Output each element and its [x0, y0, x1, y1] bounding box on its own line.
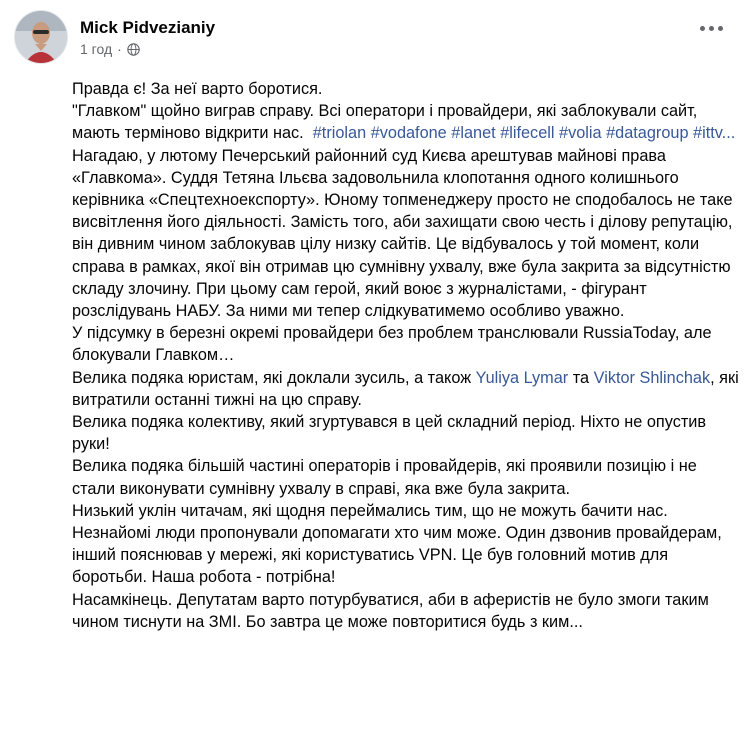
author-avatar[interactable]: [14, 10, 68, 64]
post-paragraph: Велика подяка юристам, які доклали зусиль, а також Yuliya Lymar та Viktor Shlinchak, які витратили останні тижні на цю справу.: [72, 368, 739, 409]
hashtag-link[interactable]: #triolan: [312, 124, 367, 143]
post-line: Правда є! За неї варто боротися.: [72, 80, 323, 98]
hashtag-link[interactable]: #lanet: [451, 124, 496, 143]
separator-dot: ·: [117, 41, 122, 57]
timestamp-row: [80, 41, 215, 57]
profile-photo: [15, 11, 67, 63]
post-meta: [80, 17, 215, 57]
post-paragraph: Насамкінець. Депутатам варто потурбуватися, аби в аферистів не було змоги таким чином тиснути на ЗМІ. Бо завтра це може повторитися будь з ким...: [72, 590, 709, 631]
author-name[interactable]: Mick Pidvezianiy: [80, 18, 216, 37]
post-paragraph: У підсумку в березні окремі провайдери без проблем транслювали RussiaToday, але блокували Главком…: [72, 324, 712, 365]
post-paragraph: Велика подяка більшій частині операторів і провайдерів, які проявили позицію і не стали виконувати сумнівну ухвалу в справі, яка вже була закрита.: [72, 457, 697, 498]
post-paragraph: Низький уклін читачам, які щодня переймались тим, що не можуть бачити нас. Незнайомі люди пропонували допомагати хто чим може. Один дзвонив провайдерам, інший пояснював у мережі, які користуватись VPN. Це був головний мотив для боротьби. Наша робота - потрібна!: [72, 501, 722, 587]
post-time[interactable]: 1 год: [80, 41, 113, 57]
post-paragraph: Велика подяка колективу, який згуртувався в цей складний період. Ніхто не опустив руки!: [72, 413, 707, 454]
mention-link[interactable]: Viktor Shlinchak: [593, 368, 711, 387]
hashtag-link[interactable]: #lifecell: [500, 124, 555, 143]
hashtag-link[interactable]: #volia: [559, 124, 602, 143]
mention-link[interactable]: Yuliya Lymar: [475, 368, 569, 387]
post-header: [14, 10, 215, 64]
more-options-icon[interactable]: [700, 26, 723, 31]
hashtag-link[interactable]: #ittv...: [693, 124, 736, 143]
post-text: [72, 78, 742, 633]
globe-icon[interactable]: [127, 43, 140, 56]
hashtag-link[interactable]: #datagroup: [606, 124, 689, 143]
hashtag-link[interactable]: #vodafone: [370, 124, 447, 143]
post-paragraph: "Главком" щойно виграв справу. Всі оператори і провайдери, які заблокували сайт, мають терміново відкрити нас. #triolan #vodafone #lanet #lifecell #volia #datagroup #ittv...: [72, 102, 736, 143]
post-paragraph: Нагадаю, у лютому Печерський районний суд Києва арештував майнові права «Главкома». Суддя Тетяна Ільєва задовольнила клопотання одного колишнього керівника «Спецтехноекспорту». Юному топменеджеру просто не сподобалось не таке висвітлення його діяльності. Замість того, аби захищати свою честь і ділову репутацію, він дивним чином заблокував цілу низку сайтів. Це відбувалось у той момент, коли справа в рамках, якої він отримав цю сумнівну ухвалу, вже була закрита за відсутністю складу злочину. При цьому сам герой, який воює з журналістами, - фігурант розслідувань НАБУ. За ними ми тепер слідкуватимемо особливо уважно.: [72, 146, 733, 321]
